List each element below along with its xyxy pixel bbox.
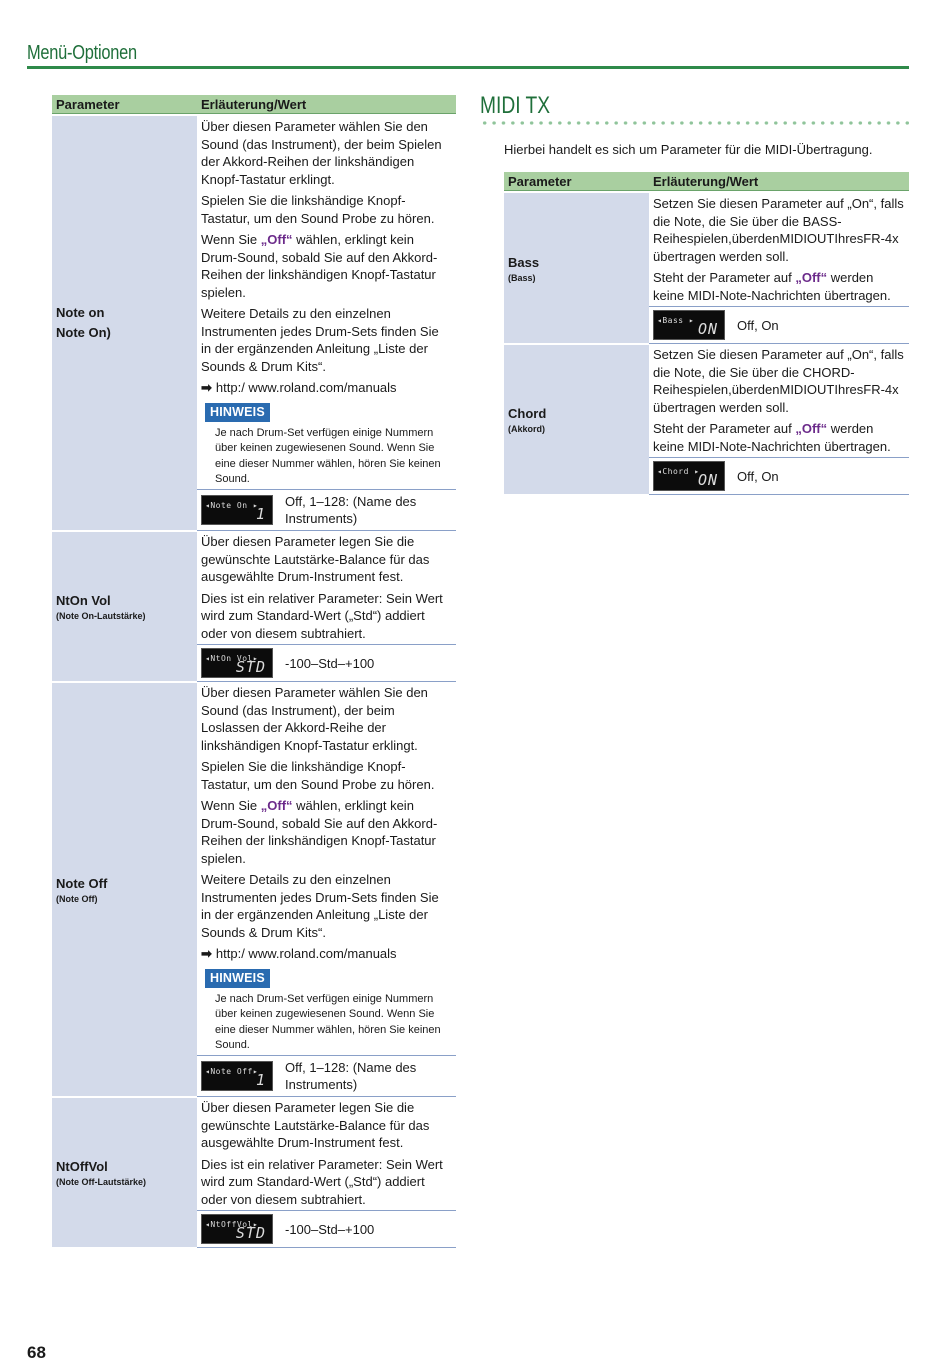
page-header-title: Menü-Optionen (27, 42, 137, 64)
table-header-row (504, 172, 909, 192)
hinweis-badge: HINWEIS (205, 403, 270, 423)
details-paragraph: Weitere Details zu den einzelnen Instrumenten jedes Drum-Sets finden Sie in der ergänzenden Anleitung „Liste der Sounds & Drum Kits“. (201, 872, 439, 940)
table-row (52, 115, 456, 531)
off-text-post: werden keine MIDI-Note-Nachrichten übertragen. (653, 270, 891, 303)
left-parameter-table (52, 95, 456, 1249)
header-rule (27, 66, 909, 69)
lcd-top-line: ◂NtOffVol▸ (205, 1220, 259, 1230)
lcd-top-line: ◂Note Off▸ (205, 1067, 259, 1077)
param-subtitle: (Note On-Lautstärke) (56, 611, 146, 622)
value-range: -100–Std–+100 (285, 655, 375, 671)
description-cell (649, 344, 909, 495)
off-paragraph (201, 231, 452, 301)
off-keyword: „Off“ (260, 232, 293, 247)
lcd-value: ON (697, 320, 718, 338)
off-paragraph (201, 797, 452, 867)
param-cell (52, 115, 197, 531)
hinweis-note: Je nach Drum-Set verfügen einige Nummern über keinen zugewiesenen Sound. Wenn Sie eine dieser Nummer wählen, hören Sie keinen Sound. (215, 993, 441, 1052)
param-cell (52, 682, 197, 1097)
description-paragraph: Dies ist ein relativer Parameter: Sein Wert wird zum Standard-Wert („Std“) addiert oder von diesem subtrahiert. (201, 1156, 443, 1207)
description-paragraph: Spielen Sie die linkshändige Knopf-Tastatur, um den Sound Probe zu hören. (201, 759, 435, 792)
description-block (197, 531, 456, 645)
description-cell (197, 115, 456, 531)
hinweis-badge: HINWEIS (205, 969, 270, 989)
value-row (197, 1211, 456, 1248)
details-paragraph: Weitere Details zu den einzelnen Instrumenten jedes Drum-Sets finden Sie in der ergänzenden Anleitung „Liste der Sounds & Drum Kits“. (201, 306, 439, 374)
manual-link-text[interactable]: http:/ www.roland.com/manuals (215, 946, 397, 962)
lcd-value: 1 (255, 1071, 266, 1090)
param-subtitle: (Akkord) (508, 424, 546, 434)
manual-link-text[interactable]: http:/ www.roland.com/manuals (215, 380, 397, 395)
table-row (504, 192, 909, 344)
value-range: Off, On (737, 468, 779, 484)
col-header-description: Erläuterung/Wert (197, 95, 456, 115)
value-row (197, 490, 456, 531)
param-cell (52, 531, 197, 682)
description-paragraph: Dies ist ein relativer Parameter: Sein Wert wird zum Standard-Wert („Std“) addiert oder von diesem subtrahiert. (201, 590, 443, 641)
value-range: -100–Std–+100 (285, 1221, 375, 1237)
off-text-post: wählen, erklingt kein Drum-Sound, sobald Sie auf den Akkord-Reihen der linkshändigen Knopf-Tastatur spielen. (201, 798, 438, 866)
off-text-pre: Wenn Sie (201, 798, 261, 814)
off-text-post: werden keine MIDI-Note-Nachrichten übertragen. (653, 421, 891, 454)
description-paragraph: Setzen Sie diesen Parameter auf „On“, falls die Note, die Sie über die BASS-Reihespielen,überdenMIDIOUTIhresFR-4x übertragen werden soll. (653, 196, 904, 264)
description-paragraph: Über diesen Parameter legen Sie die gewünschte Lautstärke-Balance für das ausgewählte Drum-Instrument fest. (201, 534, 430, 585)
manual-link[interactable] (201, 945, 452, 963)
param-cell (504, 344, 649, 495)
lcd-top-line: ◂Chord ▸ (657, 467, 700, 476)
dotted-divider (480, 121, 910, 125)
table-header-row (52, 95, 456, 115)
col-header-parameter: Parameter (504, 172, 649, 192)
table-row (52, 531, 456, 682)
lcd-display (201, 495, 273, 525)
value-range: Off, 1–128: (Name des Instruments) (285, 494, 417, 527)
lcd-top-line: ◂Bass ▸ (657, 316, 695, 325)
description-block (197, 1097, 456, 1211)
lcd-value: STD (235, 658, 266, 677)
lcd-display (201, 1061, 273, 1091)
midi-tx-intro: Hierbei handelt es sich um Parameter für die MIDI-Übertragung. (504, 142, 873, 157)
description-paragraph: Über diesen Parameter legen Sie die gewünschte Lautstärke-Balance für das ausgewählte Drum-Instrument fest. (201, 1100, 430, 1151)
off-text-pre: Steht der Parameter auf (653, 270, 796, 285)
lcd-display (653, 310, 725, 340)
lcd-display (201, 648, 273, 678)
arrow-right-icon: ➡ (201, 380, 212, 395)
off-text-pre: Wenn Sie (201, 232, 261, 247)
page-number: 68 (27, 1343, 46, 1362)
description-block (197, 116, 456, 490)
off-keyword: „Off“ (795, 421, 828, 436)
description-cell (197, 531, 456, 682)
lcd-display (653, 461, 725, 491)
value-row (649, 307, 909, 344)
value-range: Off, 1–128: (Name des Instruments) (285, 1060, 417, 1093)
param-cell (504, 192, 649, 344)
description-cell (197, 682, 456, 1097)
description-paragraph: Spielen Sie die linkshändige Knopf-Tastatur, um den Sound Probe zu hören. (201, 193, 435, 226)
param-name: NtOn Vol (56, 593, 111, 609)
off-paragraph (653, 269, 905, 304)
description-paragraph: Über diesen Parameter wählen Sie den Sound (das Instrument), der beim Spielen der Akkord-Reihen der linkshändigen Knopf-Tastatur erklingt. (201, 119, 442, 187)
midi-tx-table (504, 172, 909, 496)
table-row (504, 344, 909, 495)
param-name: Bass (508, 254, 540, 270)
param-subtitle: (Note Off-Lautstärke) (56, 1177, 147, 1188)
description-block (649, 193, 909, 307)
param-name-line2: Note On) (56, 325, 111, 341)
description-block (197, 682, 456, 1056)
lcd-value: ON (697, 471, 718, 489)
description-cell (197, 1097, 456, 1248)
table-row (52, 682, 456, 1097)
midi-tx-title: MIDI TX (480, 92, 551, 119)
arrow-right-icon: ➡ (201, 946, 212, 962)
lcd-value: STD (235, 1224, 266, 1243)
value-row (197, 645, 456, 682)
off-paragraph (653, 420, 905, 455)
hinweis-note: Je nach Drum-Set verfügen einige Nummern über keinen zugewiesenen Sound. Wenn Sie eine dieser Nummer wählen, hören Sie keinen Sound. (215, 427, 441, 485)
param-subtitle: (Note Off) (56, 894, 98, 905)
value-row (649, 458, 909, 495)
description-cell (649, 192, 909, 344)
lcd-top-line: ◂Note On ▸ (205, 501, 259, 511)
off-keyword: „Off“ (260, 798, 293, 814)
param-cell (52, 1097, 197, 1248)
param-name: NtOffVol (56, 1159, 108, 1175)
value-range: Off, On (737, 317, 779, 333)
col-header-description: Erläuterung/Wert (649, 172, 909, 192)
param-name: Note on (56, 305, 105, 321)
param-subtitle: (Bass) (508, 272, 536, 283)
description-paragraph: Setzen Sie diesen Parameter auf „On“, falls die Note, die Sie über die CHORD-Reihespielen,überdenMIDIOUTIhresFR-4x übertragen werden soll. (653, 347, 904, 415)
off-keyword: „Off“ (795, 270, 828, 285)
lcd-top-line: ◂NtOn Vol▸ (205, 654, 259, 664)
description-paragraph: Über diesen Parameter wählen Sie den Sound (das Instrument), der beim Loslassen der Akkord-Reihe der linkshändigen Knopf-Tastatur erklingt. (201, 685, 428, 753)
value-row (197, 1056, 456, 1097)
lcd-value: 1 (255, 505, 266, 524)
param-name: Chord (508, 406, 547, 421)
param-name: Note Off (56, 876, 108, 892)
description-block (649, 344, 909, 458)
col-header-parameter: Parameter (52, 95, 197, 115)
manual-link[interactable] (201, 379, 452, 397)
table-row (52, 1097, 456, 1248)
off-text-pre: Steht der Parameter auf (653, 421, 796, 436)
off-text-post: wählen, erklingt kein Drum-Sound, sobald Sie auf den Akkord-Reihen der linkshändigen Knopf-Tastatur spielen. (201, 232, 438, 300)
lcd-display (201, 1214, 273, 1244)
